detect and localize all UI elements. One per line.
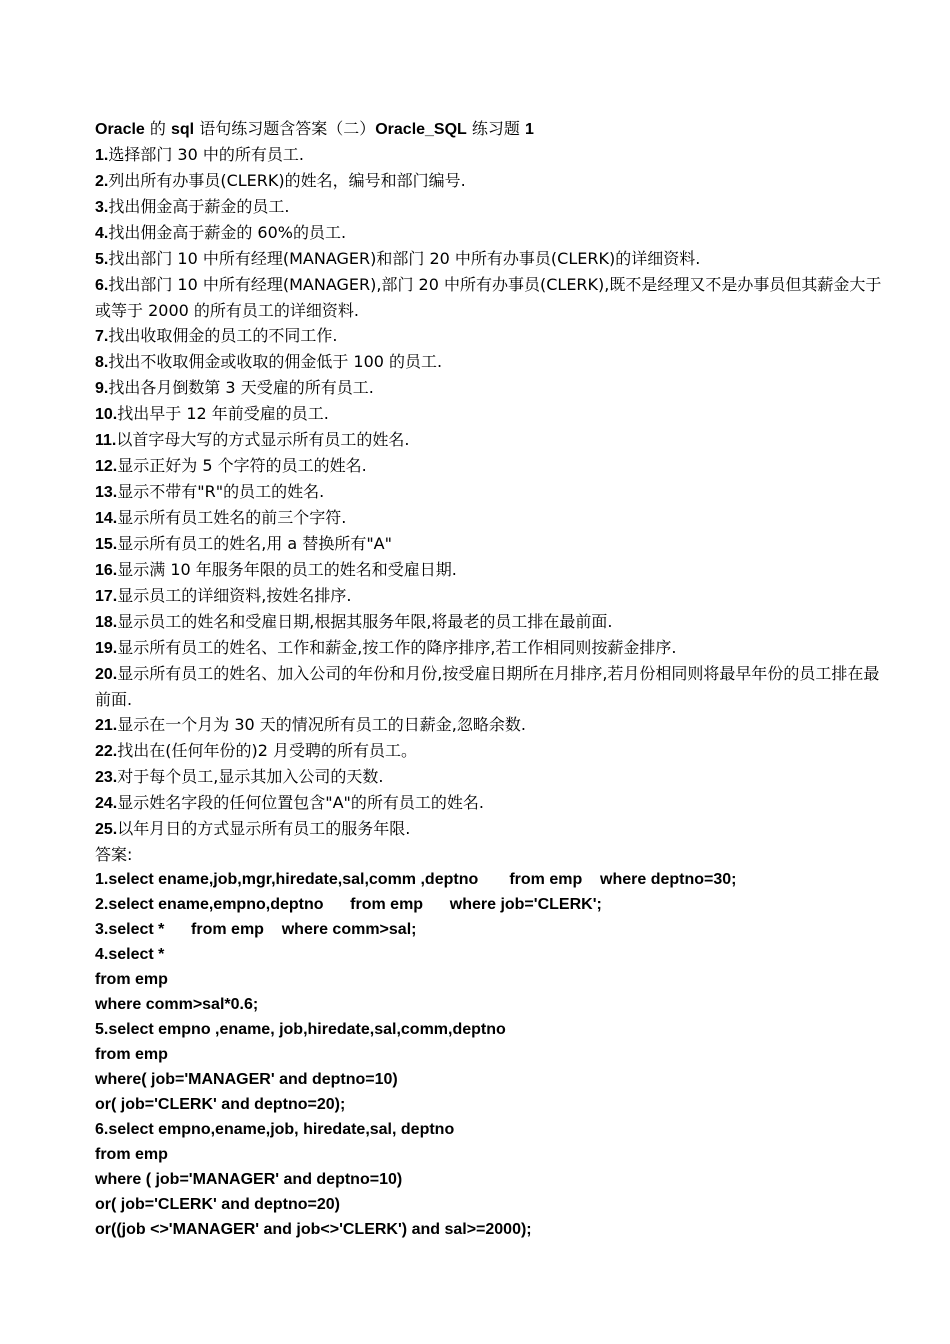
question-number: 9. (95, 380, 109, 397)
question-text: 显示所有员工的姓名,用 a 替换所有"A" (117, 534, 392, 553)
title-part: 的 (144, 119, 171, 138)
question-item (95, 323, 895, 349)
question-text: 以年月日的方式显示所有员工的服务年限. (117, 819, 411, 838)
question-number: 18. (95, 614, 118, 631)
question-text: 找出早于 12 年前受雇的员工. (117, 404, 329, 423)
title-part: Oracle (95, 121, 145, 138)
answer-line: where( job='MANAGER' and deptno=10) (95, 1071, 398, 1088)
question-text: 找出佣金高于薪金的 60%的员工. (108, 223, 347, 242)
question-list (95, 142, 895, 842)
question-item (95, 142, 895, 168)
question-number: 5. (95, 251, 109, 268)
question-text: 找出在(任何年份的)2 月受聘的所有员工。 (117, 741, 418, 760)
question-item (95, 531, 895, 557)
question-text: 找出部门 10 中所有经理(MANAGER)和部门 20 中所有办事员(CLERK)的详细资料. (108, 249, 701, 268)
question-item (95, 246, 895, 272)
question-item (95, 764, 895, 790)
question-item (95, 453, 895, 479)
question-item (95, 816, 895, 842)
question-text: 显示所有员工姓名的前三个字符. (117, 508, 347, 527)
question-number: 10. (95, 406, 118, 423)
answers-label: 答案: (95, 845, 133, 864)
question-text: 列出所有办事员(CLERK)的姓名，编号和部门编号. (108, 171, 466, 190)
question-item (95, 168, 895, 194)
question-number: 8. (95, 354, 109, 371)
question-number: 24. (95, 795, 118, 812)
question-number: 22. (95, 743, 118, 760)
question-item (95, 272, 895, 323)
question-item (95, 583, 895, 609)
question-text: 显示员工的详细资料,按姓名排序. (117, 586, 352, 605)
answer-line: 4.select * (95, 946, 165, 963)
document-title (95, 116, 895, 142)
answer-line: or( job='CLERK' and deptno=20); (95, 1096, 346, 1113)
question-item (95, 635, 895, 661)
question-text: 显示正好为 5 个字符的员工的姓名. (117, 456, 367, 475)
title-part: 练习题 (466, 119, 526, 138)
answer-line: 2.select ename,empno,deptno from emp where job='CLERK'; (95, 896, 602, 913)
question-number: 20. (95, 666, 118, 683)
question-number: 11. (95, 432, 117, 449)
question-item (95, 505, 895, 531)
question-number: 19. (95, 640, 118, 657)
question-number: 1. (95, 147, 109, 164)
answer-line: or( job='CLERK' and deptno=20) (95, 1196, 340, 1213)
question-number: 12. (95, 458, 118, 475)
answer-list (95, 867, 895, 1242)
question-text: 显示员工的姓名和受雇日期,根据其服务年限,将最老的员工排在最前面. (117, 612, 613, 631)
question-number: 21. (95, 717, 118, 734)
question-text: 显示满 10 年服务年限的员工的姓名和受雇日期. (117, 560, 457, 579)
question-item (95, 375, 895, 401)
answer-line: 3.select * from emp where comm>sal; (95, 921, 417, 938)
answer-line: 1.select ename,job,mgr,hiredate,sal,comm ,deptno from emp where deptno=30; (95, 871, 737, 888)
question-number: 2. (95, 173, 109, 190)
title-part: 1 (525, 121, 534, 138)
answer-line: or((job <>'MANAGER' and job<>'CLERK') and sal>=2000); (95, 1221, 532, 1238)
question-item (95, 220, 895, 246)
question-number: 16. (95, 562, 118, 579)
question-number: 25. (95, 821, 118, 838)
question-number: 4. (95, 225, 109, 242)
question-text: 找出佣金高于薪金的员工. (108, 197, 290, 216)
question-number: 15. (95, 536, 118, 553)
question-item (95, 609, 895, 635)
title-part: 语句练习题含答案（二） (194, 119, 376, 138)
answer-line: where comm>sal*0.6; (95, 996, 259, 1013)
question-text: 以首字母大写的方式显示所有员工的姓名. (116, 430, 410, 449)
question-number: 7. (95, 328, 109, 345)
question-number: 14. (95, 510, 118, 527)
answer-line: where ( job='MANAGER' and deptno=10) (95, 1171, 403, 1188)
question-item (95, 401, 895, 427)
answer-line: from emp (95, 1146, 168, 1163)
question-text: 找出各月倒数第 3 天受雇的所有员工. (108, 378, 374, 397)
title-part: sql (171, 121, 195, 138)
question-text: 找出收取佣金的员工的不同工作. (108, 326, 338, 345)
question-text: 显示所有员工的姓名、工作和薪金,按工作的降序排序,若工作相同则按薪金排序. (117, 638, 677, 657)
question-text: 显示不带有"R"的员工的姓名. (117, 482, 325, 501)
question-item (95, 661, 895, 712)
answer-line: from emp (95, 1046, 168, 1063)
question-item (95, 790, 895, 816)
answer-line: 6.select empno,ename,job, hiredate,sal, deptno (95, 1121, 455, 1138)
question-text: 显示在一个月为 30 天的情况所有员工的日薪金,忽略余数. (117, 715, 526, 734)
question-item (95, 479, 895, 505)
question-text: 找出不收取佣金或收取的佣金低于 100 的员工. (108, 352, 443, 371)
question-text: 选择部门 30 中的所有员工. (108, 145, 304, 164)
document-page (95, 116, 895, 1242)
question-number: 6. (95, 277, 109, 294)
question-item (95, 194, 895, 220)
question-number: 23. (95, 769, 118, 786)
question-text: 找出部门 10 中所有经理(MANAGER),部门 20 中所有办事员(CLERK),既不是经理又不是办事员但其薪金大于或等于 2000 的所有员工的详细资料. (95, 275, 882, 320)
question-number: 17. (95, 588, 118, 605)
question-number: 3. (95, 199, 109, 216)
question-number: 13. (95, 484, 118, 501)
question-item (95, 557, 895, 583)
question-text: 对于每个员工,显示其加入公司的天数. (117, 767, 384, 786)
title-part: Oracle_SQL (375, 121, 467, 138)
question-item (95, 712, 895, 738)
answer-line: 5.select empno ,ename, job,hiredate,sal,comm,deptno (95, 1021, 506, 1038)
answer-line: from emp (95, 971, 168, 988)
question-text: 显示所有员工的姓名、加入公司的年份和月份,按受雇日期所在月排序,若月份相同则将最早年份的员工排在最前面. (95, 664, 880, 709)
question-item (95, 427, 895, 453)
question-item (95, 738, 895, 764)
question-item (95, 349, 895, 375)
question-text: 显示姓名字段的任何位置包含"A"的所有员工的姓名. (117, 793, 485, 812)
